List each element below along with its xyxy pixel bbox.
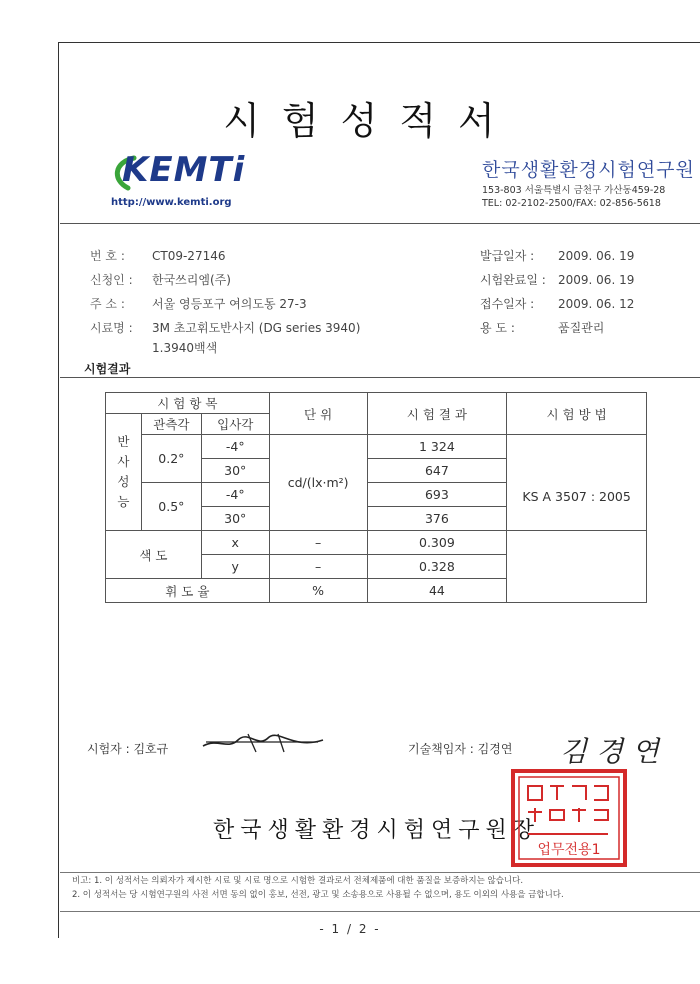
manager-handwritten-signature: 김 경 연: [560, 735, 659, 768]
inc-angle-cell: 30°: [201, 507, 269, 531]
luminance-unit: %: [269, 579, 367, 603]
info-sample-2: 1.3940백색: [152, 341, 218, 355]
color-x-unit: –: [269, 531, 367, 555]
logo-url: http://www.kemti.org: [111, 197, 232, 208]
results-table: [105, 392, 647, 603]
logo-wordmark: KEMTi: [122, 150, 246, 190]
header-unit: 단 위: [269, 393, 367, 435]
result-cell: 693: [367, 483, 507, 507]
divider-results: [60, 377, 700, 378]
header-obs-angle: 관측각: [141, 414, 201, 435]
color-x-value: 0.309: [367, 531, 507, 555]
info-number: 번 호 : CT09-27146: [90, 249, 226, 263]
org-name: 한국생활환경시험연구원: [482, 159, 695, 181]
header-item: 시 험 항 목: [106, 393, 270, 414]
svg-text:업무전용1: 업무전용1: [537, 842, 601, 858]
note-1: 비고: 1. 이 성적서는 의뢰자가 제시한 시료 및 시료 명으로 시험한 결과로서 전체제품에 대한 품질을 보증하지는 않습니다.: [72, 876, 524, 886]
inc-angle-cell: -4°: [201, 435, 269, 459]
info-address: 주 소 : 서울 영등포구 여의도동 27-3: [90, 297, 307, 311]
bottom-org-name: 한국생활환경시험연구원장: [213, 818, 541, 843]
color-y-label: y: [201, 555, 269, 579]
result-cell: 376: [367, 507, 507, 531]
header-method: 시 험 방 법: [507, 393, 647, 435]
note-2: 2. 이 성적서는 당 시험연구원의 사전 서면 동의 없이 홍보, 선전, 광고 및 소송용으로 사용될 수 없으며, 용도 이외의 사용을 금합니다.: [72, 890, 564, 900]
info-complete-date: 시험완료일 : 2009. 06. 19: [480, 273, 635, 287]
notes: [72, 874, 564, 902]
luminance-label: 휘 도 율: [106, 579, 270, 603]
method-blank: [507, 531, 647, 603]
color-label: 색 도: [106, 531, 202, 579]
header-inc-angle: 입사각: [201, 414, 269, 435]
info-applicant: 신청인 : 한국쓰리엠(주): [90, 273, 231, 287]
header-result: 시 험 결 과: [367, 393, 507, 435]
info-receipt-date: 접수일자 : 2009. 06. 12: [480, 297, 635, 311]
page-number: - 1 / 2 -: [319, 922, 381, 936]
info-sample: 시료명 : 3M 초고휘도반사지 (DG series 3940): [90, 321, 361, 335]
unit-cd: cd/(lx·m²): [269, 435, 367, 531]
inc-angle-cell: -4°: [201, 483, 269, 507]
result-cell: 1 324: [367, 435, 507, 459]
section-label-results: 시험결과: [84, 362, 131, 376]
obs-angle-05: 0.5°: [141, 483, 201, 531]
inc-angle-cell: 30°: [201, 459, 269, 483]
color-y-value: 0.328: [367, 555, 507, 579]
tester-signature-icon: [198, 728, 328, 758]
result-cell: 647: [367, 459, 507, 483]
divider-top: [60, 223, 700, 224]
info-issue-date: 발급일자 : 2009. 06. 19: [480, 249, 635, 263]
org-address: 153-803 서울특별시 금천구 가산동459-28 TEL: 02-2102-2500/FAX: 02-856-5618: [482, 185, 666, 209]
info-purpose: 용 도 : 품질관리: [480, 321, 605, 335]
reflect-label: 반 사 성 능: [106, 414, 142, 531]
manager-label: 기술책임자 : 김경연: [408, 742, 513, 756]
color-x-label: x: [201, 531, 269, 555]
obs-angle-02: 0.2°: [141, 435, 201, 483]
tester-label: 시험자 : 김호규: [87, 742, 169, 756]
official-seal-icon: [510, 768, 628, 868]
luminance-value: 44: [367, 579, 507, 603]
document-title: 시험성적서: [223, 99, 517, 143]
color-y-unit: –: [269, 555, 367, 579]
method-cell: KS A 3507 : 2005: [507, 435, 647, 531]
